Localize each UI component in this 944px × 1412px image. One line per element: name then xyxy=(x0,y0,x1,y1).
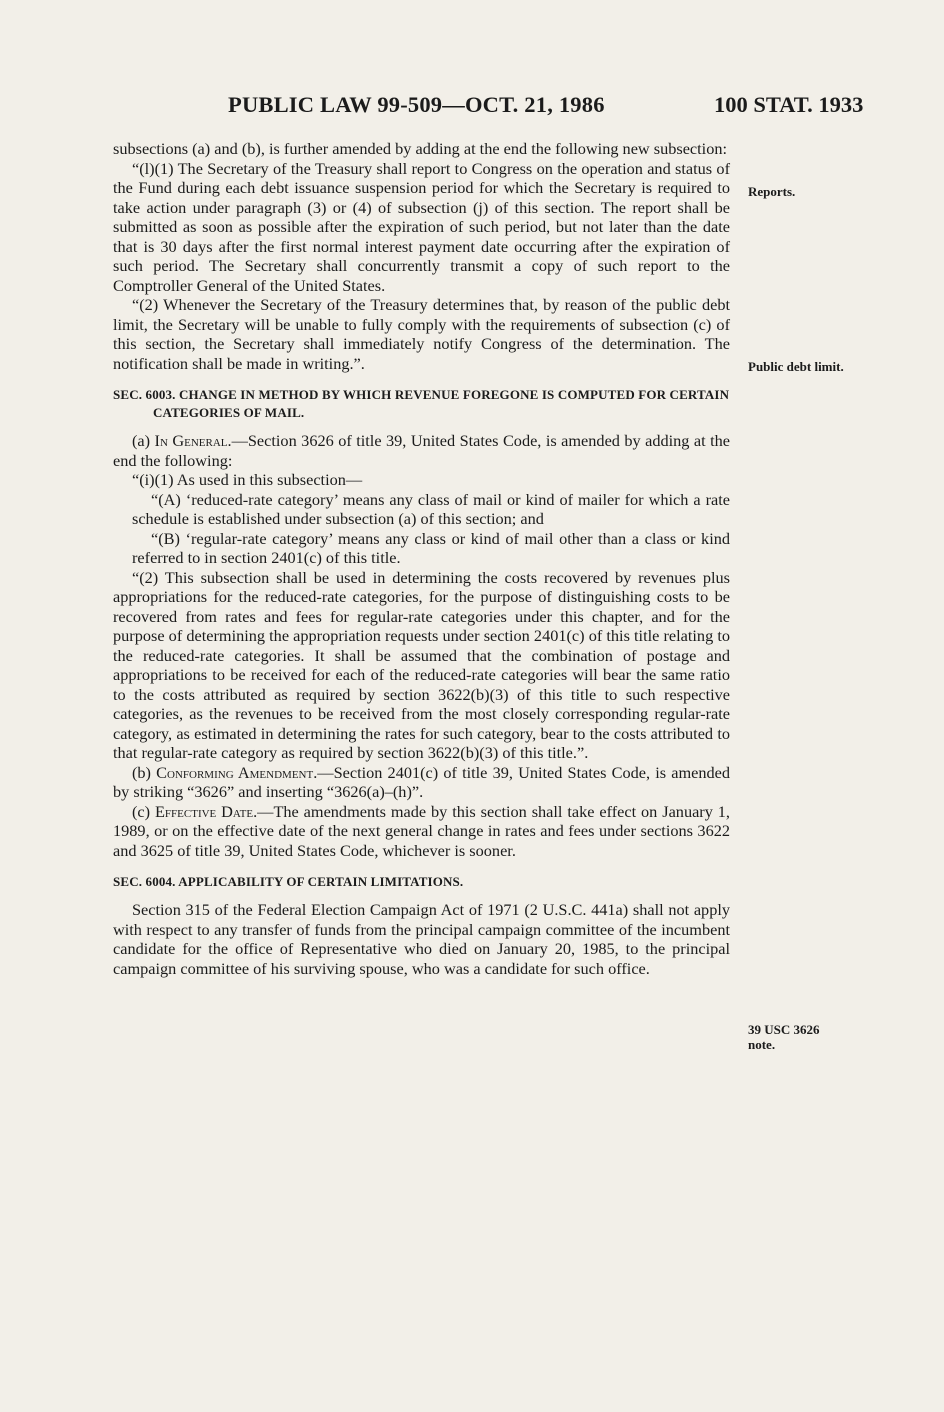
body-text xyxy=(113,139,730,978)
margin-note-usc xyxy=(748,1022,820,1052)
section-6004-heading: SEC. 6004. APPLICABILITY OF CERTAIN LIMITATIONS. xyxy=(113,874,464,889)
stat-page-number: 100 STAT. 1933 xyxy=(714,92,864,117)
paragraph-iA: “(A) ‘reduced-rate category’ means any class of mail or kind of mailer for which a rate schedule is established under subsection (a) of this section; and xyxy=(132,489,730,528)
margin-note-public-debt-limit: Public debt limit. xyxy=(748,359,844,374)
paragraph-iB: “(B) ‘regular-rate category’ means any class or kind of mail other than a class or kind referred to in section 2401(c) of this title. xyxy=(132,528,730,567)
subsection-b-heading: Conforming Amendment. xyxy=(156,762,318,782)
subsection-c-heading: Effective Date. xyxy=(154,801,258,821)
paragraph-6003-b: (b) Conforming Amendment.—Section 2401(c) of title 39, United States Code, is amended by striking “3626” and inserting “3626(a)–(h)”. xyxy=(113,762,730,801)
subsection-a-text: —Section 3626 of title 39, United States Code, is amended by adding at the end the following: xyxy=(113,431,731,470)
subsection-b-text: —Section 2401(c) of title 39, United States Code, is amended by striking “3626” and inserting “3626(a)–(h)”. xyxy=(113,762,730,801)
subsection-c-text: —The amendments made by this section shall take effect on January 1, 1989, or on the effective date of the next general change in rates and fees under sections 3622 and 3625 of title 39, United States Code, whichever is sooner. xyxy=(113,801,730,860)
paragraph-intro: subsections (a) and (b), is further amended by adding at the end the following new subsection: xyxy=(113,139,728,158)
section-6003-heading: SEC. 6003. CHANGE IN METHOD BY WHICH REVENUE FOREGONE IS COMPUTED FOR CERTAIN CATEGORIES OF MAIL. xyxy=(113,387,730,420)
paragraph-6003-c: (c) Effective Date.—The amendments made by this section shall take effect on January 1, 1989, or on the effective date of the next general change in rates and fees under sections 3622 and 3625 of title 39, United States Code, whichever is sooner. xyxy=(113,801,730,860)
paragraph-6003-a: (a) In General.—Section 3626 of title 39, United States Code, is amended by adding at the end the following: xyxy=(113,431,731,470)
paragraph-l2: “(2) Whenever the Secretary of the Treasury determines that, by reason of the public debt limit, the Secretary will be unable to fully comply with the requirements of subsection (c) of this section, the Secretary shall immediately notify Congress of the determination. The notification shall be made in writing.”. xyxy=(113,295,730,373)
margin-note-usc-line1: 39 USC 3626 xyxy=(748,1022,820,1037)
subsection-a-heading: In General. xyxy=(154,431,232,450)
page-title: PUBLIC LAW 99-509—OCT. 21, 1986 xyxy=(228,92,605,117)
margin-note-reports: Reports. xyxy=(748,184,796,199)
paragraph-6004: Section 315 of the Federal Election Campaign Act of 1971 (2 U.S.C. 441a) shall not apply with respect to any transfer of funds from the principal campaign committee of the incumbent candidate for the office of Representative who died on January 20, 1985, to the principal campaign committee of his surviving spouse, who was a candidate for such office. xyxy=(113,900,730,978)
paragraph-i2: “(2) This subsection shall be used in determining the costs recovered by revenues plus appropriations for the reduced-rate categories, for the purpose of distinguishing costs to be recovered from rates and fees for regular-rate categories under this chapter, and for the purpose of determining the appropriation requests under section 2401(c) of this title relating to the reduced-rate categories. It shall be assumed that the combination of postage and appropriations to be received for each of the reduced-rate categories will bear the same ratio to the costs attributed as required by section 3622(b)(3) of this title to such respective categories, as the revenues to be received from the most closely corresponding regular-rate category, as estimated in determining the rates for such category, bear to the costs attributed to that regular-rate category as required by section 3622(b)(3) of this title.”. xyxy=(113,567,730,762)
page-header xyxy=(0,92,944,122)
paragraph-i1: “(i)(1) As used in this subsection— xyxy=(132,470,363,489)
paragraph-l1: “(l)(1) The Secretary of the Treasury shall report to Congress on the operation and status of the Fund during each debt issuance suspension period for which the Secretary is required to take action under paragraph (3) or (4) of subsection (j) of this section. The report shall be submitted as soon as possible after the expiration of such period, but not later than the date that is 30 days after the first normal interest payment date occurring after the expiration of such period. The Secretary shall concurrently transmit a copy of such report to the Comptroller General of the United States. xyxy=(113,158,730,295)
margin-note-usc-line2: note. xyxy=(748,1037,776,1052)
